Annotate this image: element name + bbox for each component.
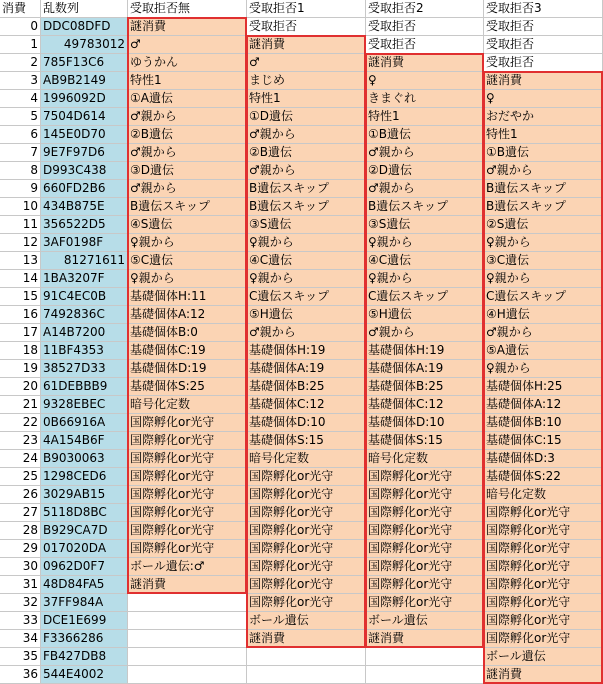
random-value-cell[interactable]: 4A154B6F bbox=[41, 432, 128, 450]
grid-cell[interactable]: 国際孵化or光守 bbox=[484, 522, 603, 540]
row-index-cell[interactable]: 35 bbox=[0, 648, 41, 666]
random-value-cell[interactable]: 1298CED6 bbox=[41, 468, 128, 486]
grid-cell[interactable]: ♂親から bbox=[484, 324, 603, 342]
grid-cell[interactable]: 国際孵化or光守 bbox=[484, 576, 603, 594]
row-index-cell[interactable]: 14 bbox=[0, 270, 41, 288]
row-index-cell[interactable]: 21 bbox=[0, 396, 41, 414]
grid-cell[interactable]: ③S遺伝 bbox=[247, 216, 366, 234]
grid-cell[interactable]: 基礎個体B:10 bbox=[484, 414, 603, 432]
random-value-cell[interactable]: DCE1E699 bbox=[41, 612, 128, 630]
grid-cell[interactable]: 基礎個体D:10 bbox=[366, 414, 484, 432]
grid-cell[interactable]: 謎消費 bbox=[366, 630, 484, 648]
grid-cell[interactable]: ④C遺伝 bbox=[247, 252, 366, 270]
grid-cell[interactable]: 受取拒否 bbox=[366, 18, 484, 36]
random-value-cell[interactable]: 91C4EC0B bbox=[41, 288, 128, 306]
random-value-cell[interactable]: 9328EBEC bbox=[41, 396, 128, 414]
grid-cell[interactable]: 国際孵化or光守 bbox=[247, 504, 366, 522]
grid-cell[interactable]: ♂親から bbox=[247, 126, 366, 144]
row-index-cell[interactable]: 27 bbox=[0, 504, 41, 522]
random-value-cell[interactable]: 11BF4353 bbox=[41, 342, 128, 360]
random-value-cell[interactable]: 145E0D70 bbox=[41, 126, 128, 144]
grid-cell[interactable]: 国際孵化or光守 bbox=[247, 540, 366, 558]
grid-cell[interactable]: 基礎個体D:3 bbox=[484, 450, 603, 468]
grid-cell[interactable]: 基礎個体S:25 bbox=[128, 378, 247, 396]
random-value-cell[interactable]: 544E4002 bbox=[41, 666, 128, 684]
grid-cell[interactable]: 国際孵化or光守 bbox=[366, 576, 484, 594]
random-value-cell[interactable]: 38527D33 bbox=[41, 360, 128, 378]
grid-cell[interactable]: ボール遺伝 bbox=[366, 612, 484, 630]
random-value-cell[interactable]: DDC08DFD bbox=[41, 18, 128, 36]
grid-cell[interactable] bbox=[247, 648, 366, 666]
random-value-cell[interactable]: 3AF0198F bbox=[41, 234, 128, 252]
grid-cell[interactable]: 基礎個体D:19 bbox=[128, 360, 247, 378]
grid-cell[interactable]: 国際孵化or光守 bbox=[247, 594, 366, 612]
grid-cell[interactable]: 基礎個体B:25 bbox=[247, 378, 366, 396]
random-value-cell[interactable]: 48D84FA5 bbox=[41, 576, 128, 594]
grid-cell[interactable]: ♀親から bbox=[484, 360, 603, 378]
row-index-cell[interactable]: 3 bbox=[0, 72, 41, 90]
random-value-cell[interactable]: 356522D5 bbox=[41, 216, 128, 234]
column-header[interactable]: 消費 bbox=[0, 0, 41, 18]
grid-cell[interactable]: ⑤C遺伝 bbox=[128, 252, 247, 270]
grid-cell[interactable]: ♀親から bbox=[247, 234, 366, 252]
grid-cell[interactable]: 特性1 bbox=[366, 108, 484, 126]
random-value-cell[interactable]: FB427DB8 bbox=[41, 648, 128, 666]
grid-cell[interactable]: 謎消費 bbox=[484, 72, 603, 90]
grid-cell[interactable]: 国際孵化or光守 bbox=[366, 540, 484, 558]
grid-cell[interactable] bbox=[128, 612, 247, 630]
random-value-cell[interactable]: A14B7200 bbox=[41, 324, 128, 342]
grid-cell[interactable]: 国際孵化or光守 bbox=[247, 486, 366, 504]
grid-cell[interactable]: 国際孵化or光守 bbox=[484, 558, 603, 576]
random-value-cell[interactable]: 37FF984A bbox=[41, 594, 128, 612]
row-index-cell[interactable]: 20 bbox=[0, 378, 41, 396]
grid-cell[interactable]: ♂親から bbox=[247, 162, 366, 180]
grid-cell[interactable]: 基礎個体C:12 bbox=[247, 396, 366, 414]
row-index-cell[interactable]: 2 bbox=[0, 54, 41, 72]
row-index-cell[interactable]: 34 bbox=[0, 630, 41, 648]
row-index-cell[interactable]: 8 bbox=[0, 162, 41, 180]
random-value-cell[interactable]: AB9B2149 bbox=[41, 72, 128, 90]
grid-cell[interactable]: 特性1 bbox=[128, 72, 247, 90]
grid-cell[interactable]: ①B遺伝 bbox=[366, 126, 484, 144]
grid-cell[interactable]: きまぐれ bbox=[366, 90, 484, 108]
grid-cell[interactable]: 基礎個体A:12 bbox=[484, 396, 603, 414]
random-value-cell[interactable]: B929CA7D bbox=[41, 522, 128, 540]
grid-cell[interactable]: 謎消費 bbox=[247, 36, 366, 54]
row-index-cell[interactable]: 18 bbox=[0, 342, 41, 360]
grid-cell[interactable]: ♀ bbox=[366, 72, 484, 90]
grid-cell[interactable]: 基礎個体H:11 bbox=[128, 288, 247, 306]
grid-cell[interactable]: 基礎個体C:19 bbox=[128, 342, 247, 360]
grid-cell[interactable]: ②D遺伝 bbox=[366, 162, 484, 180]
grid-cell[interactable]: 暗号化定数 bbox=[128, 396, 247, 414]
grid-cell[interactable]: ④H遺伝 bbox=[484, 306, 603, 324]
grid-cell[interactable]: C遺伝スキップ bbox=[247, 288, 366, 306]
grid-cell[interactable]: B遺伝スキップ bbox=[247, 198, 366, 216]
grid-cell[interactable]: 基礎個体H:19 bbox=[247, 342, 366, 360]
row-index-cell[interactable]: 5 bbox=[0, 108, 41, 126]
grid-cell[interactable]: 暗号化定数 bbox=[247, 450, 366, 468]
grid-cell[interactable]: 基礎個体C:12 bbox=[366, 396, 484, 414]
row-index-cell[interactable]: 15 bbox=[0, 288, 41, 306]
random-value-cell[interactable]: 81271611 bbox=[41, 252, 128, 270]
row-index-cell[interactable]: 31 bbox=[0, 576, 41, 594]
row-index-cell[interactable]: 12 bbox=[0, 234, 41, 252]
grid-cell[interactable]: 基礎個体C:15 bbox=[484, 432, 603, 450]
grid-cell[interactable]: ♀ bbox=[484, 90, 603, 108]
grid-cell[interactable]: 国際孵化or光守 bbox=[366, 594, 484, 612]
row-index-cell[interactable]: 19 bbox=[0, 360, 41, 378]
grid-cell[interactable]: 受取拒否 bbox=[247, 18, 366, 36]
grid-cell[interactable]: ③D遺伝 bbox=[128, 162, 247, 180]
grid-cell[interactable] bbox=[128, 630, 247, 648]
grid-cell[interactable] bbox=[128, 648, 247, 666]
random-value-cell[interactable]: 7492836C bbox=[41, 306, 128, 324]
grid-cell[interactable]: まじめ bbox=[247, 72, 366, 90]
grid-cell[interactable]: 国際孵化or光守 bbox=[128, 540, 247, 558]
grid-cell[interactable]: ④C遺伝 bbox=[366, 252, 484, 270]
grid-cell[interactable]: ②B遺伝 bbox=[128, 126, 247, 144]
grid-cell[interactable]: ♀親から bbox=[128, 234, 247, 252]
random-value-cell[interactable]: 1BA3207F bbox=[41, 270, 128, 288]
grid-cell[interactable]: ♂親から bbox=[484, 162, 603, 180]
grid-cell[interactable]: 国際孵化or光守 bbox=[484, 630, 603, 648]
grid-cell[interactable]: B遺伝スキップ bbox=[484, 180, 603, 198]
grid-cell[interactable]: ♀親から bbox=[484, 270, 603, 288]
row-index-cell[interactable]: 25 bbox=[0, 468, 41, 486]
grid-cell[interactable] bbox=[128, 594, 247, 612]
grid-cell[interactable]: 基礎個体A:19 bbox=[366, 360, 484, 378]
grid-cell[interactable] bbox=[366, 666, 484, 684]
row-index-cell[interactable]: 28 bbox=[0, 522, 41, 540]
random-value-cell[interactable]: 49783012 bbox=[41, 36, 128, 54]
row-index-cell[interactable]: 24 bbox=[0, 450, 41, 468]
random-value-cell[interactable]: B9030063 bbox=[41, 450, 128, 468]
random-value-cell[interactable]: 660FD2B6 bbox=[41, 180, 128, 198]
grid-cell[interactable]: B遺伝スキップ bbox=[128, 198, 247, 216]
row-index-cell[interactable]: 10 bbox=[0, 198, 41, 216]
grid-cell[interactable]: 国際孵化or光守 bbox=[366, 486, 484, 504]
grid-cell[interactable]: 基礎個体A:19 bbox=[247, 360, 366, 378]
grid-cell[interactable]: ♀親から bbox=[366, 270, 484, 288]
grid-cell[interactable]: ③C遺伝 bbox=[484, 252, 603, 270]
grid-cell[interactable]: 国際孵化or光守 bbox=[484, 612, 603, 630]
column-header[interactable]: 乱数列 bbox=[41, 0, 128, 18]
grid-cell[interactable]: 謎消費 bbox=[247, 630, 366, 648]
random-value-cell[interactable]: 9E7F97D6 bbox=[41, 144, 128, 162]
grid-cell[interactable]: 国際孵化or光守 bbox=[128, 522, 247, 540]
grid-cell[interactable] bbox=[247, 666, 366, 684]
grid-cell[interactable]: ボール遺伝 bbox=[484, 648, 603, 666]
grid-cell[interactable]: 謎消費 bbox=[128, 576, 247, 594]
grid-cell[interactable]: ④S遺伝 bbox=[128, 216, 247, 234]
random-value-cell[interactable]: 0962D0F7 bbox=[41, 558, 128, 576]
grid-cell[interactable]: 特性1 bbox=[247, 90, 366, 108]
random-value-cell[interactable]: 0B66916A bbox=[41, 414, 128, 432]
random-value-cell[interactable]: D993C438 bbox=[41, 162, 128, 180]
random-value-cell[interactable]: 434B875E bbox=[41, 198, 128, 216]
grid-cell[interactable]: 基礎個体S:22 bbox=[484, 468, 603, 486]
row-index-cell[interactable]: 7 bbox=[0, 144, 41, 162]
grid-cell[interactable]: 国際孵化or光守 bbox=[247, 468, 366, 486]
grid-cell[interactable]: ①D遺伝 bbox=[247, 108, 366, 126]
grid-cell[interactable]: ⑤H遺伝 bbox=[247, 306, 366, 324]
grid-cell[interactable]: 国際孵化or光守 bbox=[128, 432, 247, 450]
grid-cell[interactable]: ②B遺伝 bbox=[247, 144, 366, 162]
row-index-cell[interactable]: 30 bbox=[0, 558, 41, 576]
row-index-cell[interactable]: 26 bbox=[0, 486, 41, 504]
grid-cell[interactable]: ゆうかん bbox=[128, 54, 247, 72]
grid-cell[interactable]: ⑤A遺伝 bbox=[484, 342, 603, 360]
grid-cell[interactable]: ♂ bbox=[128, 36, 247, 54]
random-value-cell[interactable]: 1996092D bbox=[41, 90, 128, 108]
grid-cell[interactable]: C遺伝スキップ bbox=[366, 288, 484, 306]
row-index-cell[interactable]: 29 bbox=[0, 540, 41, 558]
row-index-cell[interactable]: 9 bbox=[0, 180, 41, 198]
grid-cell[interactable]: 基礎個体H:19 bbox=[366, 342, 484, 360]
random-value-cell[interactable]: F3366286 bbox=[41, 630, 128, 648]
random-value-cell[interactable]: 785F13C6 bbox=[41, 54, 128, 72]
row-index-cell[interactable]: 36 bbox=[0, 666, 41, 684]
row-index-cell[interactable]: 1 bbox=[0, 36, 41, 54]
random-value-cell[interactable]: 5118D8BC bbox=[41, 504, 128, 522]
row-index-cell[interactable]: 33 bbox=[0, 612, 41, 630]
grid-cell[interactable]: ♂親から bbox=[366, 324, 484, 342]
grid-cell[interactable] bbox=[366, 648, 484, 666]
grid-cell[interactable]: 国際孵化or光守 bbox=[247, 558, 366, 576]
column-header[interactable]: 受取拒否2 bbox=[366, 0, 484, 18]
grid-cell[interactable]: 受取拒否 bbox=[484, 54, 603, 72]
grid-cell[interactable]: ♂親から bbox=[128, 108, 247, 126]
column-header[interactable]: 受取拒否1 bbox=[247, 0, 366, 18]
grid-cell[interactable]: 国際孵化or光守 bbox=[247, 576, 366, 594]
grid-cell[interactable]: 国際孵化or光守 bbox=[366, 558, 484, 576]
grid-cell[interactable]: 受取拒否 bbox=[366, 36, 484, 54]
grid-cell[interactable]: 国際孵化or光守 bbox=[247, 522, 366, 540]
grid-cell[interactable]: ♂親から bbox=[366, 180, 484, 198]
grid-cell[interactable]: 国際孵化or光守 bbox=[366, 522, 484, 540]
column-header[interactable]: 受取拒否3 bbox=[484, 0, 603, 18]
grid-cell[interactable]: おだやか bbox=[484, 108, 603, 126]
row-index-cell[interactable]: 4 bbox=[0, 90, 41, 108]
grid-cell[interactable]: 基礎個体B:25 bbox=[366, 378, 484, 396]
random-value-cell[interactable]: 3029AB15 bbox=[41, 486, 128, 504]
grid-cell[interactable]: ①B遺伝 bbox=[484, 144, 603, 162]
grid-cell[interactable]: 謎消費 bbox=[366, 54, 484, 72]
grid-cell[interactable]: ♂親から bbox=[247, 324, 366, 342]
grid-cell[interactable]: 国際孵化or光守 bbox=[366, 504, 484, 522]
row-index-cell[interactable]: 23 bbox=[0, 432, 41, 450]
grid-cell[interactable]: 基礎個体A:12 bbox=[128, 306, 247, 324]
grid-cell[interactable]: 暗号化定数 bbox=[366, 450, 484, 468]
grid-cell[interactable]: 基礎個体S:15 bbox=[366, 432, 484, 450]
grid-cell[interactable]: 国際孵化or光守 bbox=[484, 540, 603, 558]
grid-cell[interactable]: 基礎個体S:15 bbox=[247, 432, 366, 450]
grid-cell[interactable]: 暗号化定数 bbox=[484, 486, 603, 504]
grid-cell[interactable]: ♂親から bbox=[128, 144, 247, 162]
grid-cell[interactable]: 謎消費 bbox=[484, 666, 603, 684]
grid-cell[interactable]: 国際孵化or光守 bbox=[128, 468, 247, 486]
grid-cell[interactable]: ♀親から bbox=[484, 234, 603, 252]
column-header[interactable]: 受取拒否無 bbox=[128, 0, 247, 18]
grid-cell[interactable]: ②S遺伝 bbox=[484, 216, 603, 234]
grid-cell[interactable]: B遺伝スキップ bbox=[366, 198, 484, 216]
grid-cell[interactable]: B遺伝スキップ bbox=[247, 180, 366, 198]
grid-cell[interactable]: 受取拒否 bbox=[484, 36, 603, 54]
row-index-cell[interactable]: 16 bbox=[0, 306, 41, 324]
row-index-cell[interactable]: 11 bbox=[0, 216, 41, 234]
grid-cell[interactable]: 国際孵化or光守 bbox=[484, 594, 603, 612]
grid-cell[interactable]: ♀親から bbox=[128, 270, 247, 288]
row-index-cell[interactable]: 17 bbox=[0, 324, 41, 342]
grid-cell[interactable]: 国際孵化or光守 bbox=[128, 486, 247, 504]
grid-cell[interactable]: 受取拒否 bbox=[484, 18, 603, 36]
grid-cell[interactable]: 特性1 bbox=[484, 126, 603, 144]
row-index-cell[interactable]: 22 bbox=[0, 414, 41, 432]
grid-cell[interactable] bbox=[128, 666, 247, 684]
grid-cell[interactable]: ♀親から bbox=[247, 270, 366, 288]
random-value-cell[interactable]: 017020DA bbox=[41, 540, 128, 558]
grid-cell[interactable]: 国際孵化or光守 bbox=[366, 468, 484, 486]
grid-cell[interactable]: 国際孵化or光守 bbox=[128, 504, 247, 522]
grid-cell[interactable]: ⑤H遺伝 bbox=[366, 306, 484, 324]
row-index-cell[interactable]: 13 bbox=[0, 252, 41, 270]
grid-cell[interactable]: ♂親から bbox=[366, 144, 484, 162]
row-index-cell[interactable]: 0 bbox=[0, 18, 41, 36]
grid-cell[interactable]: ♂ bbox=[247, 54, 366, 72]
row-index-cell[interactable]: 32 bbox=[0, 594, 41, 612]
grid-cell[interactable]: 謎消費 bbox=[128, 18, 247, 36]
grid-cell[interactable]: 国際孵化or光守 bbox=[484, 504, 603, 522]
grid-cell[interactable]: C遺伝スキップ bbox=[484, 288, 603, 306]
grid-cell[interactable]: B遺伝スキップ bbox=[484, 198, 603, 216]
grid-cell[interactable]: ボール遺伝 bbox=[247, 612, 366, 630]
grid-cell[interactable]: 基礎個体B:0 bbox=[128, 324, 247, 342]
row-index-cell[interactable]: 6 bbox=[0, 126, 41, 144]
grid-cell[interactable]: ボール遺伝:♂ bbox=[128, 558, 247, 576]
grid-cell[interactable]: ♂親から bbox=[128, 180, 247, 198]
grid-cell[interactable]: 国際孵化or光守 bbox=[128, 414, 247, 432]
random-value-cell[interactable]: 61DEBBB9 bbox=[41, 378, 128, 396]
grid-cell[interactable]: ③S遺伝 bbox=[366, 216, 484, 234]
random-value-cell[interactable]: 7504D614 bbox=[41, 108, 128, 126]
grid-cell[interactable]: 国際孵化or光守 bbox=[128, 450, 247, 468]
grid-cell[interactable]: 基礎個体H:25 bbox=[484, 378, 603, 396]
grid-cell[interactable]: ①A遺伝 bbox=[128, 90, 247, 108]
grid-cell[interactable]: 基礎個体D:10 bbox=[247, 414, 366, 432]
grid-cell[interactable]: ♀親から bbox=[366, 234, 484, 252]
